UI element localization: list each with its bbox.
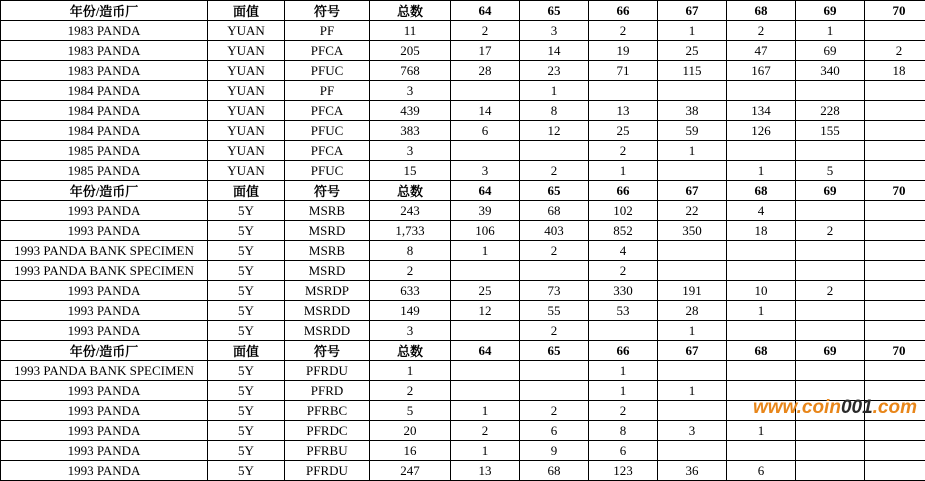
table-cell: 1993 PANDA <box>1 381 208 401</box>
table-cell <box>865 401 925 421</box>
table-cell: 115 <box>658 61 727 81</box>
table-cell <box>658 241 727 261</box>
table-cell: 1993 PANDA <box>1 301 208 321</box>
table-cell: 2 <box>589 21 658 41</box>
table-cell: 1 <box>520 81 589 101</box>
table-cell: YUAN <box>208 21 285 41</box>
table-cell: PFRDU <box>285 361 370 381</box>
table-cell: YUAN <box>208 141 285 161</box>
table-cell: 14 <box>520 41 589 61</box>
table-cell: 191 <box>658 281 727 301</box>
table-cell <box>451 361 520 381</box>
table-cell <box>865 221 925 241</box>
table-cell: 12 <box>520 121 589 141</box>
table-cell <box>865 321 925 341</box>
column-header-cell: 66 <box>589 1 658 21</box>
column-header-cell: 69 <box>796 341 865 361</box>
table-cell <box>865 81 925 101</box>
table-cell <box>796 421 865 441</box>
table-cell <box>865 421 925 441</box>
table-cell: PFUC <box>285 161 370 181</box>
table-cell: 5Y <box>208 381 285 401</box>
table-cell: 11 <box>370 21 451 41</box>
table-cell: 1984 PANDA <box>1 81 208 101</box>
table-cell: 5Y <box>208 241 285 261</box>
table-cell: 1985 PANDA <box>1 161 208 181</box>
table-cell <box>658 401 727 421</box>
table-cell: MSRD <box>285 261 370 281</box>
table-cell <box>865 21 925 41</box>
table-cell <box>520 361 589 381</box>
table-cell <box>451 261 520 281</box>
table-cell: 330 <box>589 281 658 301</box>
table-cell <box>520 141 589 161</box>
table-cell: 2 <box>520 321 589 341</box>
table-cell: 16 <box>370 441 451 461</box>
table-cell <box>796 461 865 481</box>
table-cell <box>451 321 520 341</box>
table-cell: 167 <box>727 61 796 81</box>
table-cell <box>727 141 796 161</box>
table-cell: 247 <box>370 461 451 481</box>
table-cell: 3 <box>658 421 727 441</box>
table-cell: 2 <box>727 21 796 41</box>
table-row <box>1 81 925 101</box>
table-cell: 5Y <box>208 441 285 461</box>
table-cell <box>451 141 520 161</box>
table-cell: 1993 PANDA <box>1 281 208 301</box>
table-cell: MSRD <box>285 221 370 241</box>
column-header-cell: 符号 <box>285 1 370 21</box>
table-cell: 18 <box>865 61 925 81</box>
table-cell: 20 <box>370 421 451 441</box>
table-cell: PFRBU <box>285 441 370 461</box>
column-header-cell: 67 <box>658 341 727 361</box>
column-header-cell: 总数 <box>370 341 451 361</box>
table-cell: 38 <box>658 101 727 121</box>
table-cell: PFCA <box>285 141 370 161</box>
table-cell: 1993 PANDA <box>1 321 208 341</box>
table-cell <box>865 101 925 121</box>
table-cell: 3 <box>370 321 451 341</box>
table-cell: 69 <box>796 41 865 61</box>
table-cell: MSRDD <box>285 321 370 341</box>
table-cell: 1 <box>658 21 727 41</box>
table-row <box>1 141 925 161</box>
table-cell: YUAN <box>208 41 285 61</box>
table-cell: 1983 PANDA <box>1 21 208 41</box>
column-header-cell: 69 <box>796 181 865 201</box>
table-cell: 1 <box>658 321 727 341</box>
column-header-cell: 年份/造币厂 <box>1 1 208 21</box>
table-cell: 6 <box>520 421 589 441</box>
table-cell: 1 <box>589 381 658 401</box>
table-cell: 13 <box>451 461 520 481</box>
table-row <box>1 301 925 321</box>
table-cell: 2 <box>796 221 865 241</box>
table-row <box>1 381 925 401</box>
table-cell <box>796 81 865 101</box>
table-cell: 2 <box>451 421 520 441</box>
table-cell: 5 <box>796 161 865 181</box>
table-cell: 2 <box>589 261 658 281</box>
table-cell: 5 <box>370 401 451 421</box>
table-cell: 403 <box>520 221 589 241</box>
table-cell <box>796 381 865 401</box>
table-cell <box>727 381 796 401</box>
table-cell: 5Y <box>208 321 285 341</box>
table-cell: MSRB <box>285 241 370 261</box>
table-cell: 2 <box>370 261 451 281</box>
table-cell: 2 <box>520 241 589 261</box>
table-cell: MSRB <box>285 201 370 221</box>
table-cell <box>520 381 589 401</box>
column-header-cell: 年份/造币厂 <box>1 181 208 201</box>
table-cell: 25 <box>658 41 727 61</box>
table-cell: 1993 PANDA <box>1 201 208 221</box>
table-cell <box>796 321 865 341</box>
table-cell: 633 <box>370 281 451 301</box>
table-row <box>1 261 925 281</box>
column-header-cell: 68 <box>727 1 796 21</box>
table-cell: 5Y <box>208 281 285 301</box>
table-cell <box>796 441 865 461</box>
table-cell <box>451 81 520 101</box>
table-cell: 1993 PANDA <box>1 441 208 461</box>
table-cell: 8 <box>370 241 451 261</box>
table-cell <box>865 441 925 461</box>
table-cell <box>727 241 796 261</box>
table-row <box>1 241 925 261</box>
table-cell: 768 <box>370 61 451 81</box>
table-cell: 13 <box>589 101 658 121</box>
column-header-cell: 70 <box>865 1 925 21</box>
column-header-cell: 66 <box>589 341 658 361</box>
watermark-coin: coin <box>802 397 841 418</box>
table-cell: PFCA <box>285 41 370 61</box>
table-cell <box>727 261 796 281</box>
table-cell: 3 <box>520 21 589 41</box>
column-header-cell: 70 <box>865 341 925 361</box>
table-cell: 6 <box>451 121 520 141</box>
table-cell: 1 <box>451 441 520 461</box>
table-cell <box>796 261 865 281</box>
table-cell <box>865 161 925 181</box>
table-cell: 2 <box>520 401 589 421</box>
column-header-cell: 面值 <box>208 181 285 201</box>
table-cell: 123 <box>589 461 658 481</box>
table-cell: 2 <box>865 41 925 61</box>
table-row <box>1 61 925 81</box>
table-cell: 4 <box>589 241 658 261</box>
table-cell: 14 <box>451 101 520 121</box>
table-cell <box>796 401 865 421</box>
table-cell: 134 <box>727 101 796 121</box>
table-header-row <box>1 1 925 21</box>
table-row <box>1 401 925 421</box>
column-header-cell: 70 <box>865 181 925 201</box>
table-cell: 340 <box>796 61 865 81</box>
table-cell <box>865 281 925 301</box>
table-cell: 205 <box>370 41 451 61</box>
table-cell: 149 <box>370 301 451 321</box>
table-cell: 5Y <box>208 461 285 481</box>
table-cell: 1 <box>370 361 451 381</box>
table-cell: 1993 PANDA <box>1 461 208 481</box>
table-cell <box>865 141 925 161</box>
table-cell: 6 <box>727 461 796 481</box>
table-cell: 5Y <box>208 261 285 281</box>
table-cell: 3 <box>370 81 451 101</box>
table-cell: 10 <box>727 281 796 301</box>
table-cell: 126 <box>727 121 796 141</box>
table-cell: 12 <box>451 301 520 321</box>
table-row <box>1 221 925 241</box>
table-cell: 23 <box>520 61 589 81</box>
table-cell: 2 <box>589 401 658 421</box>
table-row <box>1 101 925 121</box>
table-cell <box>865 201 925 221</box>
table-cell <box>658 161 727 181</box>
table-cell: 15 <box>370 161 451 181</box>
table-cell <box>727 361 796 381</box>
table-cell: 1 <box>658 381 727 401</box>
table-cell: 22 <box>658 201 727 221</box>
table-cell: PFCA <box>285 101 370 121</box>
watermark-www: www. <box>753 397 802 418</box>
watermark-com: .com <box>873 397 917 418</box>
table-cell <box>589 321 658 341</box>
table-cell: 228 <box>796 101 865 121</box>
column-header-cell: 66 <box>589 181 658 201</box>
table-row <box>1 421 925 441</box>
table-cell: 1983 PANDA <box>1 41 208 61</box>
table-cell: 19 <box>589 41 658 61</box>
table-cell: 1984 PANDA <box>1 101 208 121</box>
table-cell <box>658 441 727 461</box>
table-cell <box>589 81 658 101</box>
table-cell: PFRDC <box>285 421 370 441</box>
table-cell: 25 <box>451 281 520 301</box>
table-cell: PFUC <box>285 61 370 81</box>
table-cell: PF <box>285 21 370 41</box>
table-cell: YUAN <box>208 161 285 181</box>
table-body <box>1 1 925 481</box>
table-cell: YUAN <box>208 81 285 101</box>
table-cell: 1993 PANDA <box>1 221 208 241</box>
table-cell <box>865 121 925 141</box>
table-cell: 5Y <box>208 201 285 221</box>
table-cell: 2 <box>796 281 865 301</box>
table-cell: 1993 PANDA <box>1 401 208 421</box>
column-header-cell: 符号 <box>285 341 370 361</box>
table-cell: 383 <box>370 121 451 141</box>
table-cell: 59 <box>658 121 727 141</box>
table-cell: 350 <box>658 221 727 241</box>
column-header-cell: 面值 <box>208 1 285 21</box>
table-cell <box>727 441 796 461</box>
table-cell: 1993 PANDA <box>1 421 208 441</box>
table-row <box>1 121 925 141</box>
table-cell: PFUC <box>285 121 370 141</box>
column-header-cell: 符号 <box>285 181 370 201</box>
table-row <box>1 441 925 461</box>
table-cell <box>865 301 925 321</box>
column-header-cell: 67 <box>658 1 727 21</box>
table-row <box>1 461 925 481</box>
column-header-cell: 64 <box>451 341 520 361</box>
column-header-cell: 67 <box>658 181 727 201</box>
table-cell: 6 <box>589 441 658 461</box>
table-row <box>1 161 925 181</box>
table-cell: 1 <box>727 421 796 441</box>
table-cell: 1 <box>589 361 658 381</box>
table-cell: 155 <box>796 121 865 141</box>
table-cell: YUAN <box>208 61 285 81</box>
table-cell: 2 <box>370 381 451 401</box>
table-cell: 18 <box>727 221 796 241</box>
table-cell: 2 <box>589 141 658 161</box>
table-cell: 1,733 <box>370 221 451 241</box>
table-cell: 106 <box>451 221 520 241</box>
table-row <box>1 281 925 301</box>
table-cell <box>796 201 865 221</box>
table-cell: 5Y <box>208 301 285 321</box>
table-cell <box>796 241 865 261</box>
table-cell <box>796 361 865 381</box>
table-cell: 9 <box>520 441 589 461</box>
column-header-cell: 年份/造币厂 <box>1 341 208 361</box>
table-cell: YUAN <box>208 101 285 121</box>
table-cell: 3 <box>370 141 451 161</box>
table-cell: PFRD <box>285 381 370 401</box>
table-cell: 55 <box>520 301 589 321</box>
table-header-row <box>1 341 925 361</box>
table-cell: 1993 PANDA BANK SPECIMEN <box>1 241 208 261</box>
table-cell: 5Y <box>208 401 285 421</box>
table-cell <box>451 381 520 401</box>
column-header-cell: 面值 <box>208 341 285 361</box>
table-cell: 1 <box>796 21 865 41</box>
table-cell: YUAN <box>208 121 285 141</box>
table-cell: MSRDD <box>285 301 370 321</box>
table-cell: PF <box>285 81 370 101</box>
column-header-cell: 65 <box>520 1 589 21</box>
table-cell: 102 <box>589 201 658 221</box>
table-cell <box>727 401 796 421</box>
table-cell: 1993 PANDA BANK SPECIMEN <box>1 361 208 381</box>
table-cell: 53 <box>589 301 658 321</box>
table-cell <box>796 141 865 161</box>
watermark-001: 001 <box>841 397 873 418</box>
table-row <box>1 321 925 341</box>
table-cell: 3 <box>451 161 520 181</box>
table-cell: 28 <box>658 301 727 321</box>
column-header-cell: 69 <box>796 1 865 21</box>
column-header-cell: 总数 <box>370 1 451 21</box>
table-cell: 1 <box>727 161 796 181</box>
table-cell: 8 <box>589 421 658 441</box>
table-cell: 5Y <box>208 221 285 241</box>
table-cell: 1985 PANDA <box>1 141 208 161</box>
table-row <box>1 21 925 41</box>
table-cell: 17 <box>451 41 520 61</box>
table-cell: 8 <box>520 101 589 121</box>
table-cell: 2 <box>451 21 520 41</box>
table-cell <box>865 261 925 281</box>
column-header-cell: 总数 <box>370 181 451 201</box>
table-cell <box>658 361 727 381</box>
table-cell: 47 <box>727 41 796 61</box>
column-header-cell: 68 <box>727 341 796 361</box>
table-cell: PFRBC <box>285 401 370 421</box>
table-cell <box>796 301 865 321</box>
table-cell <box>658 261 727 281</box>
table-cell: 68 <box>520 461 589 481</box>
table-cell: 68 <box>520 201 589 221</box>
table-cell: 1983 PANDA <box>1 61 208 81</box>
table-cell: 1 <box>451 241 520 261</box>
table-cell: 1 <box>727 301 796 321</box>
table-cell <box>865 381 925 401</box>
column-header-cell: 65 <box>520 341 589 361</box>
table-row <box>1 201 925 221</box>
table-row <box>1 361 925 381</box>
table-cell: 71 <box>589 61 658 81</box>
column-header-cell: 68 <box>727 181 796 201</box>
table-row <box>1 41 925 61</box>
column-header-cell: 64 <box>451 181 520 201</box>
column-header-cell: 65 <box>520 181 589 201</box>
table-cell <box>520 261 589 281</box>
table-cell: 4 <box>727 201 796 221</box>
table-cell: 1 <box>589 161 658 181</box>
table-cell: 1984 PANDA <box>1 121 208 141</box>
table-cell: 1 <box>451 401 520 421</box>
table-cell: 5Y <box>208 361 285 381</box>
table-cell <box>865 241 925 261</box>
table-cell <box>865 361 925 381</box>
table-cell: PFRDU <box>285 461 370 481</box>
table-cell: 5Y <box>208 421 285 441</box>
column-header-cell: 64 <box>451 1 520 21</box>
table-cell: 28 <box>451 61 520 81</box>
table-cell: 243 <box>370 201 451 221</box>
table-cell: 852 <box>589 221 658 241</box>
table-cell: 2 <box>520 161 589 181</box>
table-cell: MSRDP <box>285 281 370 301</box>
table-cell: 1993 PANDA BANK SPECIMEN <box>1 261 208 281</box>
table-cell: 73 <box>520 281 589 301</box>
table-cell <box>727 81 796 101</box>
table-cell: 439 <box>370 101 451 121</box>
table-cell: 36 <box>658 461 727 481</box>
table-header-row <box>1 181 925 201</box>
table-cell: 25 <box>589 121 658 141</box>
table-cell: 39 <box>451 201 520 221</box>
table-cell: 1 <box>658 141 727 161</box>
table-cell <box>658 81 727 101</box>
table-cell <box>727 321 796 341</box>
table-cell <box>865 461 925 481</box>
